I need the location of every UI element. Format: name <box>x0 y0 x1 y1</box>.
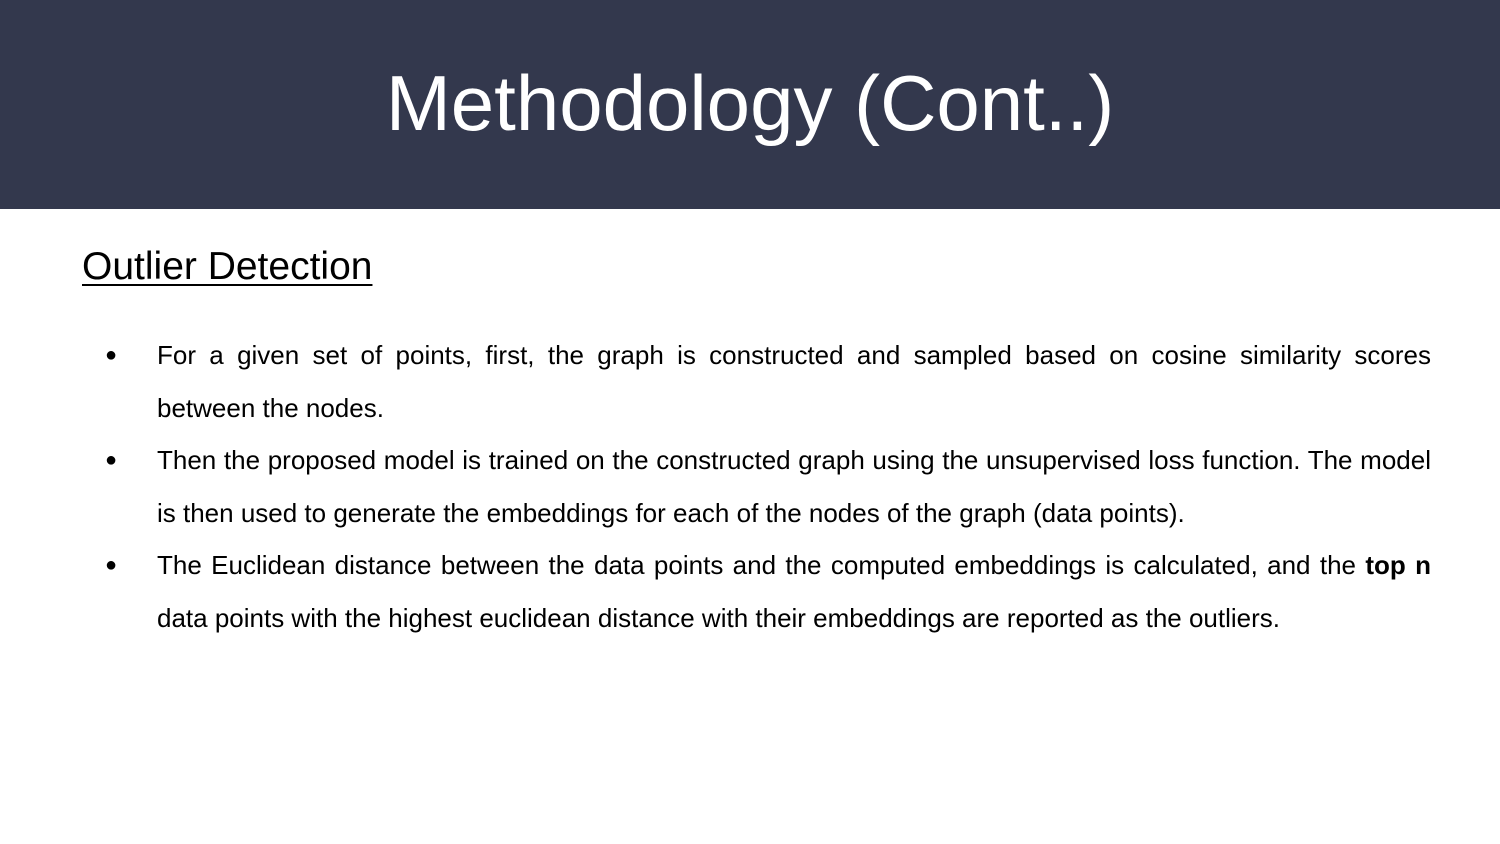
slide-title: Methodology (Cont..) <box>385 59 1115 147</box>
bullet-list <box>100 329 1431 644</box>
bullet-dot-icon: ● <box>104 449 118 471</box>
bullet-text: For a given set of points, first, the graph is constructed and sampled based on cosine similarity scores between the nodes. <box>157 340 1431 423</box>
bullet-text-after: data points with the highest euclidean distance with their embeddings are reported as the outliers. <box>157 602 1281 633</box>
bullet-item <box>100 434 1431 539</box>
bullet-bold-term: top n <box>1365 550 1432 580</box>
section-heading: Outlier Detection <box>82 245 373 288</box>
bullet-item <box>100 329 1431 434</box>
bullet-text: Then the proposed model is trained on the constructed graph using the unsupervised loss function. The model is then used to generate the embeddings for each of the nodes of the graph (data points). <box>157 445 1431 528</box>
bullet-text <box>157 550 1431 633</box>
bullet-dot-icon: ● <box>104 344 118 366</box>
bullet-dot-icon: ● <box>104 554 118 576</box>
bullet-item <box>100 539 1431 644</box>
bullet-text-before: The Euclidean distance between the data points and the computed embeddings is calculated, and the <box>157 550 1366 580</box>
